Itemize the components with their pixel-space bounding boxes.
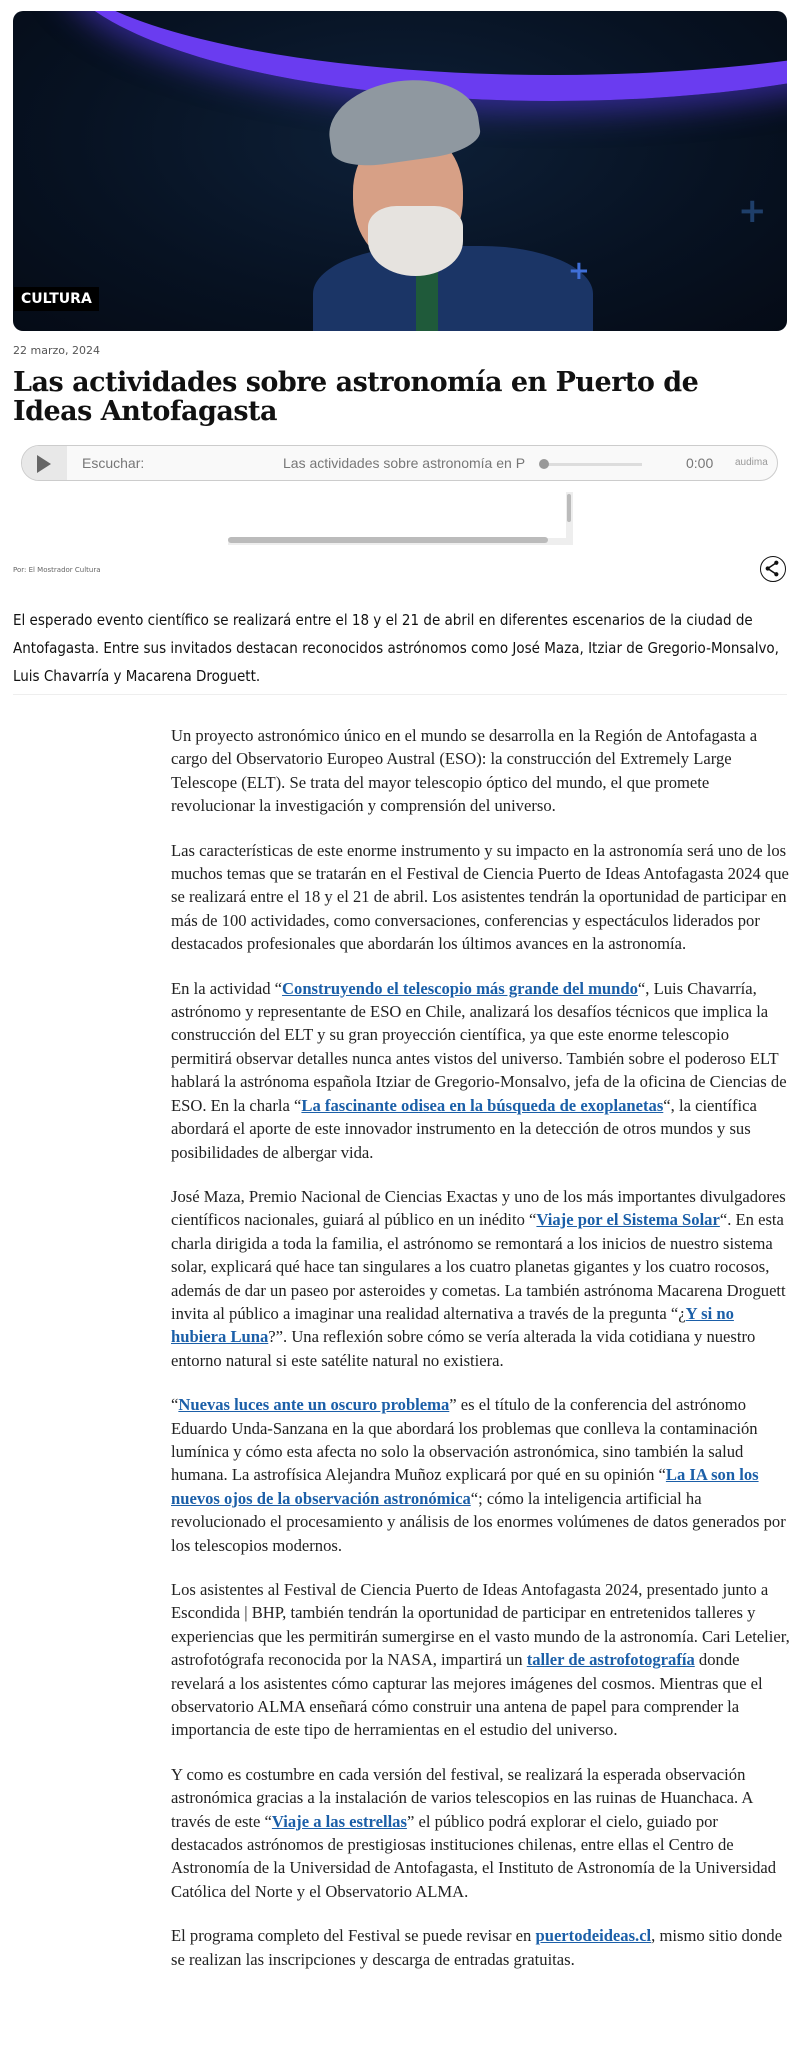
paragraph: En la actividad “Construyendo el telescopio más grande del mundo“, Luis Chavarría, astrónomo y representante de ESO en Chile, analizará los desafíos técnicos que implica la construcción del ELT y su gran proyección científica, ya que este enorme telescopio permitirá observar detalles nunca antes vistos del universo. También sobre el poderoso ELT hablará la astrónoma española Itziar de Gregorio-Monsalvo, jefa de la oficina de Ciencias de ESO. En la charla “La fascinante odisea en la búsqueda de exoplanetas“, la científica abordará el aporte de este innovador instrumento en la detección de otros mundos y sus posibilidades de albergar vida.: [171, 978, 787, 1162]
share-icon: [761, 557, 784, 580]
link-ia-nuevos-ojos[interactable]: La IA son los nuevos ojos de la observación astronómica: [171, 1465, 759, 1508]
share-button[interactable]: [760, 556, 786, 582]
paragraph: El programa completo del Festival se puede revisar en puertodeideas.cl, mismo sitio donde se realizan las inscripciones y descarga de entradas gratuitas.: [171, 1926, 783, 1969]
star-icon: +: [738, 191, 767, 231]
link-taller-astrofotografia[interactable]: taller de astrofotografía: [526, 1650, 695, 1670]
play-button[interactable]: [22, 446, 67, 481]
article-title: Las actividades sobre astronomía en Puerto de Ideas Antofagasta: [13, 367, 699, 427]
hero-image: [13, 11, 787, 331]
paragraph: Las características de este enorme instrumento y su impacto en la astronomía será uno de los muchos temas que se tratarán en el Festival de Ciencia Puerto de Ideas Antofagasta 2024 que se realizará entre el 18 y el 21 de abril. Los asistentes tendrán la oportunidad de participar en más de 100 actividades, como conversaciones, conferencias y espectáculos liderados por destacados profesionales que abordarán los últimos avances en la astronomía.: [171, 840, 789, 954]
star-icon: +: [568, 256, 590, 286]
horizontal-scrollbar[interactable]: [228, 537, 548, 543]
article-date: 22 marzo, 2024: [13, 344, 100, 357]
vertical-scrollbar[interactable]: [567, 494, 571, 522]
divider: [13, 694, 787, 695]
link-viaje-sistema-solar[interactable]: Viaje por el Sistema Solar: [536, 1210, 720, 1230]
audio-progress-knob[interactable]: [539, 459, 549, 469]
paragraph: “Nuevas luces ante un oscuro problema” es el título de la conferencia del astrónomo Eduardo Unda-Sanzana en la que abordará los problemas que conlleva la contaminación lumínica y cómo esta afecta no solo la observación astronómica, sino también la salud humana. La astrofísica Alejandra Muñoz explicará por qué en su opinión “La IA son los nuevos ojos de la observación astronómica“; cómo la inteligencia artificial ha revolucionado el procesamiento y análisis de los enormes volúmenes de datos generados por los telescopios modernos.: [171, 1395, 786, 1555]
link-nuevas-luces[interactable]: Nuevas luces ante un oscuro problema: [178, 1395, 450, 1415]
link-construyendo-telescopio[interactable]: Construyendo el telescopio más grande del mundo: [282, 978, 638, 998]
link-viaje-estrellas[interactable]: Viaje a las estrellas: [271, 1811, 407, 1831]
paragraph: Los asistentes al Festival de Ciencia Puerto de Ideas Antofagasta 2024, presentado junto a Escondida | BHP, también tendrán la oportunidad de participar en entretenidos talleres y experiencias que les permitirán sumergirse en el vasto mundo de la astronomía. Cari Letelier, astrofotógrafa reconocida por la NASA, impartirá un taller de astrofotografía donde revelará a los asistentes cómo capturar las mejores imágenes del cosmos. Mientras que el observatorio ALMA enseñará cómo construir una antena de papel para comprender la importancia de este tipo de herramientas en el estudio del universo.: [171, 1580, 790, 1740]
link-odisea-exoplanetas[interactable]: La fascinante odisea en la búsqueda de exoplanetas: [301, 1095, 664, 1115]
article-summary: El esperado evento científico se realizará entre el 18 y el 21 de abril en diferentes escenarios de la ciudad de Antofagasta. Entre sus invitados destacan reconocidos astrónomos como José Maza, Itziar de Gregorio-Monsalvo, Luis Chavarría y Macarena Droguett.: [13, 611, 779, 685]
byline: Por: El Mostrador Cultura: [13, 566, 101, 574]
paragraph: Y como es costumbre en cada versión del festival, se realizará la esperada observación astronómica gracias a la instalación de varios telescopios en las ruinas de Huanchaca. A través de este “Viaje a las estrellas” el público podrá explorar el cielo, guiado por destacados astrónomos de prestigiosas instituciones chilenas, entre ellas el Centro de Astronomía de la Universidad de Antofagasta, el Instituto de Astronomía de la Universidad Católica del Norte y el Observatorio ALMA.: [171, 1764, 777, 1901]
category-badge[interactable]: CULTURA: [14, 287, 99, 311]
paragraph: Un proyecto astronómico único en el mundo se desarrolla en la Región de Antofagasta a cargo del Observatorio Europeo Austral (ESO): la construcción del Extremely Large Telescope (ELT). Se trata del mayor telescopio óptico del mundo, el que promete revolucionar la investigación y comprensión del universo.: [171, 726, 758, 816]
article-body: [171, 724, 793, 1992]
link-si-no-hubiera-luna[interactable]: Y si no hubiera Luna: [171, 1303, 734, 1347]
link-puertodeideas[interactable]: puertodeideas.cl: [535, 1926, 652, 1946]
audio-progress-track[interactable]: [542, 463, 642, 466]
audima-logo[interactable]: audima: [735, 457, 768, 468]
audio-time: 0:00: [686, 455, 714, 471]
listen-label: Escuchar:: [82, 455, 145, 471]
scroll-container: [228, 492, 573, 545]
audio-player: [21, 445, 778, 481]
paragraph: José Maza, Premio Nacional de Ciencias Exactas y uno de los más importantes divulgadores científicos nacionales, guiará al público en un inédito “Viaje por el Sistema Solar“. En esta charla dirigida a toda la familia, el astrónomo se remontará a los inicios de nuestro sistema solar, explicará qué hace tan singulares a los cuatro planetas gigantes y los cuatro rocosos, además de dar un paseo por asteroides y cometas. La también astrónoma Macarena Droguett invita al público a imaginar una realidad alternativa a través de la pregunta “¿Y si no hubiera Luna?”. Una reflexión sobre cómo se vería alterada la vida cotidiana y nuestro entorno natural si este satélite natural no existiera.: [171, 1186, 786, 1370]
hero-person-beard: [368, 206, 463, 276]
audio-title: Las actividades sobre astronomía en P: [283, 455, 526, 471]
